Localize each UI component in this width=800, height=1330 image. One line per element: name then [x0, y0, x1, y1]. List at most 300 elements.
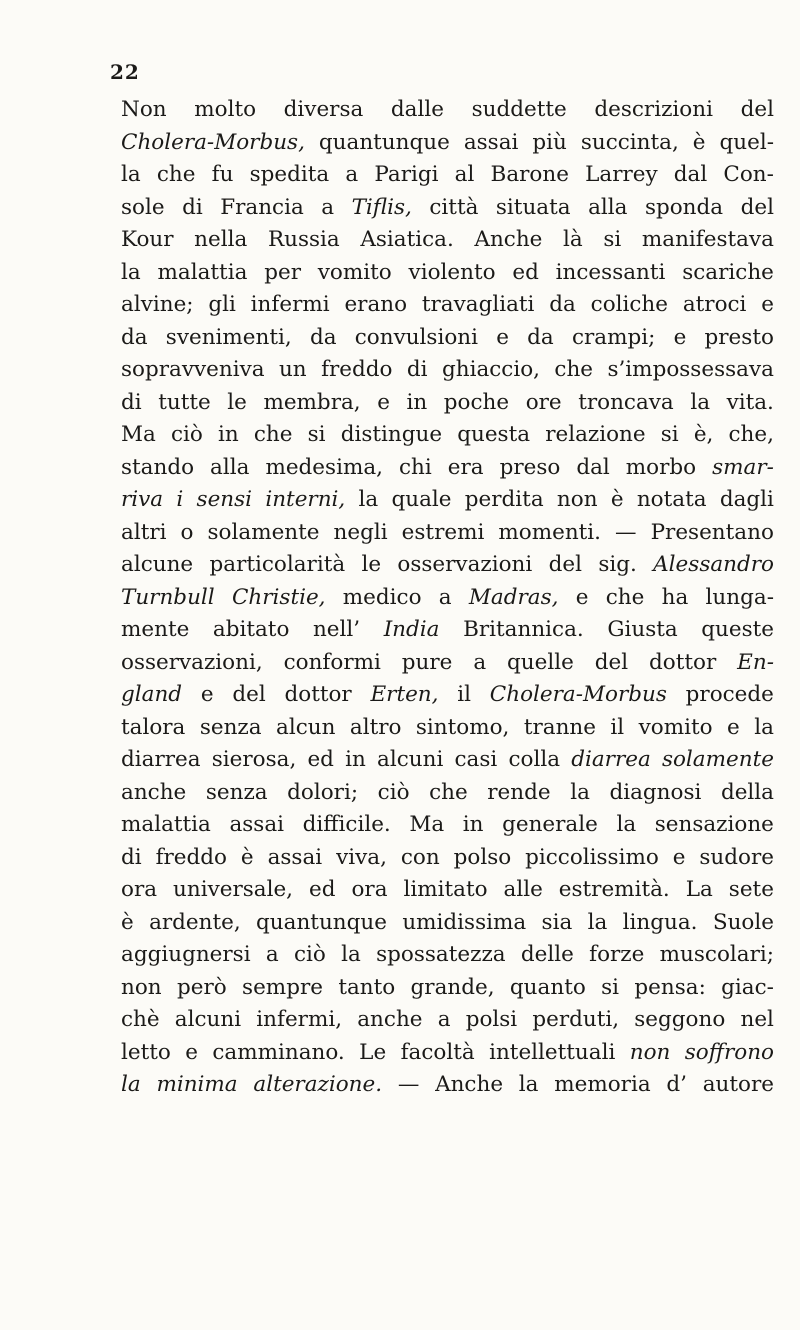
word: estremi	[401, 519, 485, 545]
word: sensi	[196, 487, 253, 512]
word: la	[587, 909, 608, 935]
word: dalle	[390, 97, 444, 122]
word: ed	[307, 747, 334, 772]
word: sponda	[644, 194, 724, 220]
word: da	[121, 324, 148, 350]
text-line	[121, 517, 774, 550]
word: dagli	[719, 487, 774, 512]
word: a	[265, 942, 279, 967]
word: Britannica.	[463, 617, 584, 642]
word: ciò	[377, 779, 410, 805]
word: poche	[443, 389, 510, 415]
word: atroci	[682, 292, 747, 317]
text-line	[121, 809, 774, 842]
word: smar-	[712, 454, 774, 480]
word: al	[454, 162, 475, 187]
word: Kour	[121, 227, 174, 252]
word: non	[629, 1039, 671, 1065]
word: casi	[454, 747, 498, 772]
word: soffrono	[684, 1039, 774, 1065]
word: e	[673, 324, 687, 350]
word: con	[400, 844, 440, 870]
word: diagnosi	[609, 779, 702, 805]
word: assai	[267, 844, 323, 870]
word: alvine;	[121, 292, 194, 317]
word: a	[473, 649, 487, 675]
text-line	[121, 484, 774, 517]
word: ore	[525, 389, 562, 415]
text-line	[121, 907, 774, 940]
text-line	[121, 874, 774, 907]
word: non	[121, 974, 162, 1000]
word: ciò	[293, 942, 326, 967]
body-text	[121, 94, 774, 1102]
word: pure	[401, 649, 453, 675]
word: Con-	[723, 162, 774, 187]
text-line	[121, 289, 774, 322]
word: dal	[576, 454, 610, 480]
word: perduti,	[532, 1007, 620, 1032]
word: è	[610, 487, 624, 512]
word: talora	[121, 714, 186, 740]
word: lunga-	[705, 584, 774, 610]
word: gland	[121, 682, 183, 707]
word: sudore	[699, 844, 774, 870]
word: succinta,	[580, 129, 679, 155]
text-line	[121, 387, 774, 420]
word: quantunque	[256, 909, 387, 935]
word: letto	[121, 1039, 171, 1065]
word: colla	[508, 747, 561, 772]
word: e	[496, 324, 509, 350]
word: spedita	[249, 162, 330, 187]
word: la	[121, 259, 141, 285]
text-line	[121, 452, 774, 485]
word: facoltà	[400, 1039, 475, 1065]
word: fu	[211, 162, 234, 187]
word: di	[121, 389, 142, 415]
word: camminano.	[212, 1039, 345, 1065]
word: Ma	[409, 812, 445, 837]
word: anche	[121, 779, 187, 805]
word: situata	[495, 194, 571, 220]
word: diarrea	[571, 747, 651, 772]
word: la	[570, 779, 590, 805]
word: in	[218, 422, 239, 447]
word: di	[121, 844, 142, 870]
word: dolori;	[287, 779, 359, 805]
word: la	[121, 1072, 141, 1097]
word: Suole	[712, 909, 774, 935]
word: Erten,	[370, 682, 439, 707]
word: si	[601, 974, 620, 1000]
word: morbo	[625, 454, 697, 480]
text-line	[121, 679, 774, 712]
word: difficile.	[302, 812, 391, 837]
word: per	[264, 259, 301, 285]
word: minima	[156, 1072, 238, 1097]
word: sensazione	[654, 812, 774, 837]
word: Giusta	[607, 617, 678, 642]
word: ora	[351, 877, 388, 902]
word: —	[397, 1072, 420, 1097]
word: nel	[740, 1007, 774, 1032]
word: Christie,	[231, 584, 326, 610]
word: travagliati	[421, 292, 535, 317]
word: alcuni	[174, 1007, 242, 1032]
word: troncava	[578, 389, 674, 415]
word: a	[345, 162, 359, 187]
word: che	[156, 162, 196, 187]
text-line	[121, 744, 774, 777]
word: autore	[702, 1072, 774, 1097]
word: del	[740, 194, 774, 220]
word: malattia	[157, 259, 248, 285]
word: quale	[391, 487, 452, 512]
word: che,	[728, 422, 774, 447]
word: interni,	[265, 487, 346, 512]
word: osservazioni	[397, 552, 533, 577]
word: spossatezza	[376, 942, 506, 967]
word: Russia	[267, 227, 340, 252]
word: Turnbull	[121, 584, 215, 610]
word: viva,	[336, 844, 387, 870]
word: scariche	[682, 259, 774, 285]
word: piccolissimo	[525, 844, 659, 870]
word: la	[121, 162, 141, 187]
word: violento	[408, 259, 496, 285]
word: muscolari;	[659, 942, 774, 967]
word: svenimenti,	[165, 324, 292, 350]
word: la	[518, 1072, 539, 1097]
word: e	[200, 682, 214, 707]
word: del	[232, 682, 266, 707]
text-line	[121, 159, 774, 192]
word: s’impossessava	[607, 357, 774, 382]
word: e	[575, 584, 589, 610]
word: senza	[199, 714, 262, 740]
word: e	[672, 844, 686, 870]
word: sopravveniva	[121, 357, 265, 382]
word: la	[341, 942, 361, 967]
text-line	[121, 842, 774, 875]
word: alcuni	[377, 747, 444, 772]
word: e	[761, 292, 774, 317]
word: La	[685, 877, 713, 902]
word: si	[603, 227, 622, 252]
word: e	[727, 714, 740, 740]
word: quantunque	[318, 129, 450, 155]
word: ha	[661, 584, 689, 610]
word: diarrea	[121, 747, 201, 772]
word: forze	[589, 942, 645, 967]
word: particolarità	[209, 552, 346, 577]
word: in	[462, 812, 484, 837]
word: il	[457, 682, 472, 707]
word: tanto	[338, 974, 396, 1000]
word: ed	[309, 877, 336, 902]
word: En-	[737, 649, 774, 675]
text-line	[121, 1069, 774, 1102]
word: medico	[342, 584, 422, 610]
word: mente	[121, 617, 190, 642]
word: perdita	[464, 487, 544, 512]
word: freddo	[155, 844, 227, 870]
word: rende	[487, 779, 551, 805]
word: tranne	[523, 714, 596, 740]
word: abitato	[212, 617, 290, 642]
word: descrizioni	[594, 97, 713, 122]
word: generale	[502, 812, 598, 837]
word: infermi,	[256, 1007, 343, 1032]
word: del	[594, 649, 629, 675]
word: alcune	[121, 552, 194, 577]
word: a	[438, 584, 452, 610]
word: da	[549, 292, 576, 317]
text-line	[121, 939, 774, 972]
word: solamente	[207, 519, 320, 545]
word: i	[176, 487, 184, 512]
word: lingua.	[622, 909, 698, 935]
word: del	[740, 97, 774, 122]
word: è	[121, 909, 134, 935]
word: era	[447, 454, 484, 480]
word: diversa	[283, 97, 364, 122]
word: distingue	[340, 422, 443, 447]
word: si	[660, 422, 679, 447]
word: Francia	[220, 194, 304, 220]
word: delle	[520, 942, 574, 967]
word: la	[616, 812, 637, 837]
word: la	[754, 714, 774, 740]
word: giac-	[721, 974, 774, 1000]
word: umidissima	[402, 909, 527, 935]
word: nella	[194, 227, 248, 252]
word: più	[532, 129, 567, 155]
word: sete	[728, 877, 774, 902]
word: suddette	[471, 97, 567, 122]
word: polsi	[465, 1007, 518, 1032]
word: pensa:	[634, 974, 706, 1000]
page-number: 22	[110, 60, 140, 84]
word: Asiatica.	[360, 227, 454, 252]
text-line	[121, 647, 774, 680]
word: dottor	[284, 682, 352, 707]
word: osservazioni,	[121, 649, 263, 675]
word: alterazione.	[253, 1072, 383, 1097]
text-line	[121, 712, 774, 745]
word: sintomo,	[415, 714, 510, 740]
word: che	[554, 357, 594, 382]
word: e	[185, 1039, 198, 1065]
word: assai	[463, 129, 519, 155]
word: universale,	[173, 877, 294, 902]
text-line	[121, 127, 774, 160]
word: alcun	[276, 714, 336, 740]
word: alle	[503, 877, 543, 902]
word: stando	[121, 454, 195, 480]
word: presto	[704, 324, 774, 350]
word: procede	[685, 682, 774, 707]
text-line	[121, 777, 774, 810]
word: Ma	[121, 422, 156, 447]
word: è	[692, 129, 706, 155]
word: le	[227, 389, 247, 415]
word: freddo	[321, 357, 393, 382]
text-line	[121, 614, 774, 647]
word: di	[406, 357, 428, 382]
word: incessanti	[555, 259, 666, 285]
word: si	[307, 422, 326, 447]
word: un	[278, 357, 307, 382]
text-line	[121, 354, 774, 387]
word: dal	[673, 162, 708, 187]
word: o	[180, 519, 194, 545]
text-line	[121, 1037, 774, 1070]
word: in	[406, 389, 428, 415]
word: vomito	[638, 714, 713, 740]
word: la	[358, 487, 379, 512]
word: grande,	[410, 974, 495, 1000]
word: da	[527, 324, 554, 350]
word: a	[437, 1007, 451, 1032]
text-line	[121, 94, 774, 127]
word: Anche	[435, 1072, 504, 1097]
word: d’	[666, 1072, 687, 1097]
word: Anche	[474, 227, 543, 252]
word: preso	[499, 454, 561, 480]
word: medesima,	[265, 454, 383, 480]
text-line	[121, 549, 774, 582]
word: solamente	[661, 747, 774, 772]
word: coliche	[590, 292, 669, 317]
text-line	[121, 257, 774, 290]
word: sierosa,	[211, 747, 297, 772]
word: in	[345, 747, 366, 772]
word: Cholera-Morbus	[489, 682, 667, 707]
word: negli	[333, 519, 388, 545]
word: sole	[121, 194, 165, 220]
word: polso	[453, 844, 512, 870]
word: altri	[121, 519, 167, 545]
word: alla	[210, 454, 250, 480]
word: alla	[588, 194, 628, 220]
word: Le	[359, 1039, 387, 1065]
word: non	[556, 487, 598, 512]
word: infermi	[250, 292, 330, 317]
word: sia	[541, 909, 573, 935]
word: membra,	[263, 389, 361, 415]
word: quelle	[507, 649, 574, 675]
text-line	[121, 972, 774, 1005]
word: ciò	[170, 422, 203, 447]
word: del	[548, 552, 582, 577]
word: a	[321, 194, 335, 220]
word: crampi;	[571, 324, 656, 350]
word: convulsioni	[354, 324, 479, 350]
word: India	[383, 617, 440, 642]
word: vita.	[726, 389, 774, 415]
word: là	[563, 227, 583, 252]
word: —	[615, 519, 637, 545]
word: erano	[344, 292, 408, 317]
word: della	[720, 779, 774, 805]
word: che	[253, 422, 293, 447]
word: il	[610, 714, 625, 740]
word: manifestava	[641, 227, 774, 252]
word: chi	[398, 454, 432, 480]
word: notata	[636, 487, 707, 512]
word: questa	[457, 422, 531, 447]
word: ed	[512, 259, 539, 285]
word: quanto	[509, 974, 586, 1000]
word: intellettuali	[489, 1039, 616, 1065]
text-line	[121, 582, 774, 615]
word: da	[309, 324, 337, 350]
word: sempre	[242, 974, 323, 1000]
word: ghiaccio,	[441, 357, 540, 382]
word: gli	[208, 292, 236, 317]
word: ora	[121, 877, 158, 902]
text-line	[121, 322, 774, 355]
word: quel-	[719, 129, 774, 155]
word: assai	[229, 812, 285, 837]
text-line	[121, 192, 774, 225]
word: però	[176, 974, 227, 1000]
word: queste	[701, 617, 774, 642]
word: Madras,	[468, 584, 559, 610]
word: è,	[693, 422, 714, 447]
text-line	[121, 1004, 774, 1037]
word: relazione	[545, 422, 646, 447]
word: molto	[194, 97, 257, 122]
word: le	[361, 552, 382, 577]
word: aggiugnersi	[121, 942, 251, 967]
word: estremità.	[558, 877, 670, 902]
word: Larrey	[585, 162, 658, 187]
word: Presentano	[650, 519, 774, 545]
word: nell’	[312, 617, 361, 642]
word: riva	[121, 487, 164, 512]
word: ardente,	[149, 909, 241, 935]
word: Parigi	[374, 162, 439, 187]
word: vomito	[317, 259, 392, 285]
word: che	[429, 779, 468, 805]
word: Alessandro	[653, 552, 774, 577]
word: altro	[349, 714, 402, 740]
word: dottor	[649, 649, 717, 675]
text-line	[121, 224, 774, 257]
word: Non	[121, 97, 167, 122]
word: malattia	[121, 812, 211, 837]
text-line	[121, 419, 774, 452]
word: limitato	[403, 877, 488, 902]
word: anche	[357, 1007, 423, 1032]
word: tutte	[158, 389, 211, 415]
word: di	[182, 194, 203, 220]
word: città	[429, 194, 479, 220]
word: e	[377, 389, 390, 415]
word: memoria	[554, 1072, 651, 1097]
word: Barone	[490, 162, 569, 187]
word: è	[240, 844, 254, 870]
word: sig.	[598, 552, 637, 577]
word: momenti.	[498, 519, 602, 545]
word: conformi	[283, 649, 381, 675]
word: Cholera-Morbus,	[121, 129, 305, 155]
word: Tiflis,	[351, 194, 412, 220]
word: la	[690, 389, 711, 415]
